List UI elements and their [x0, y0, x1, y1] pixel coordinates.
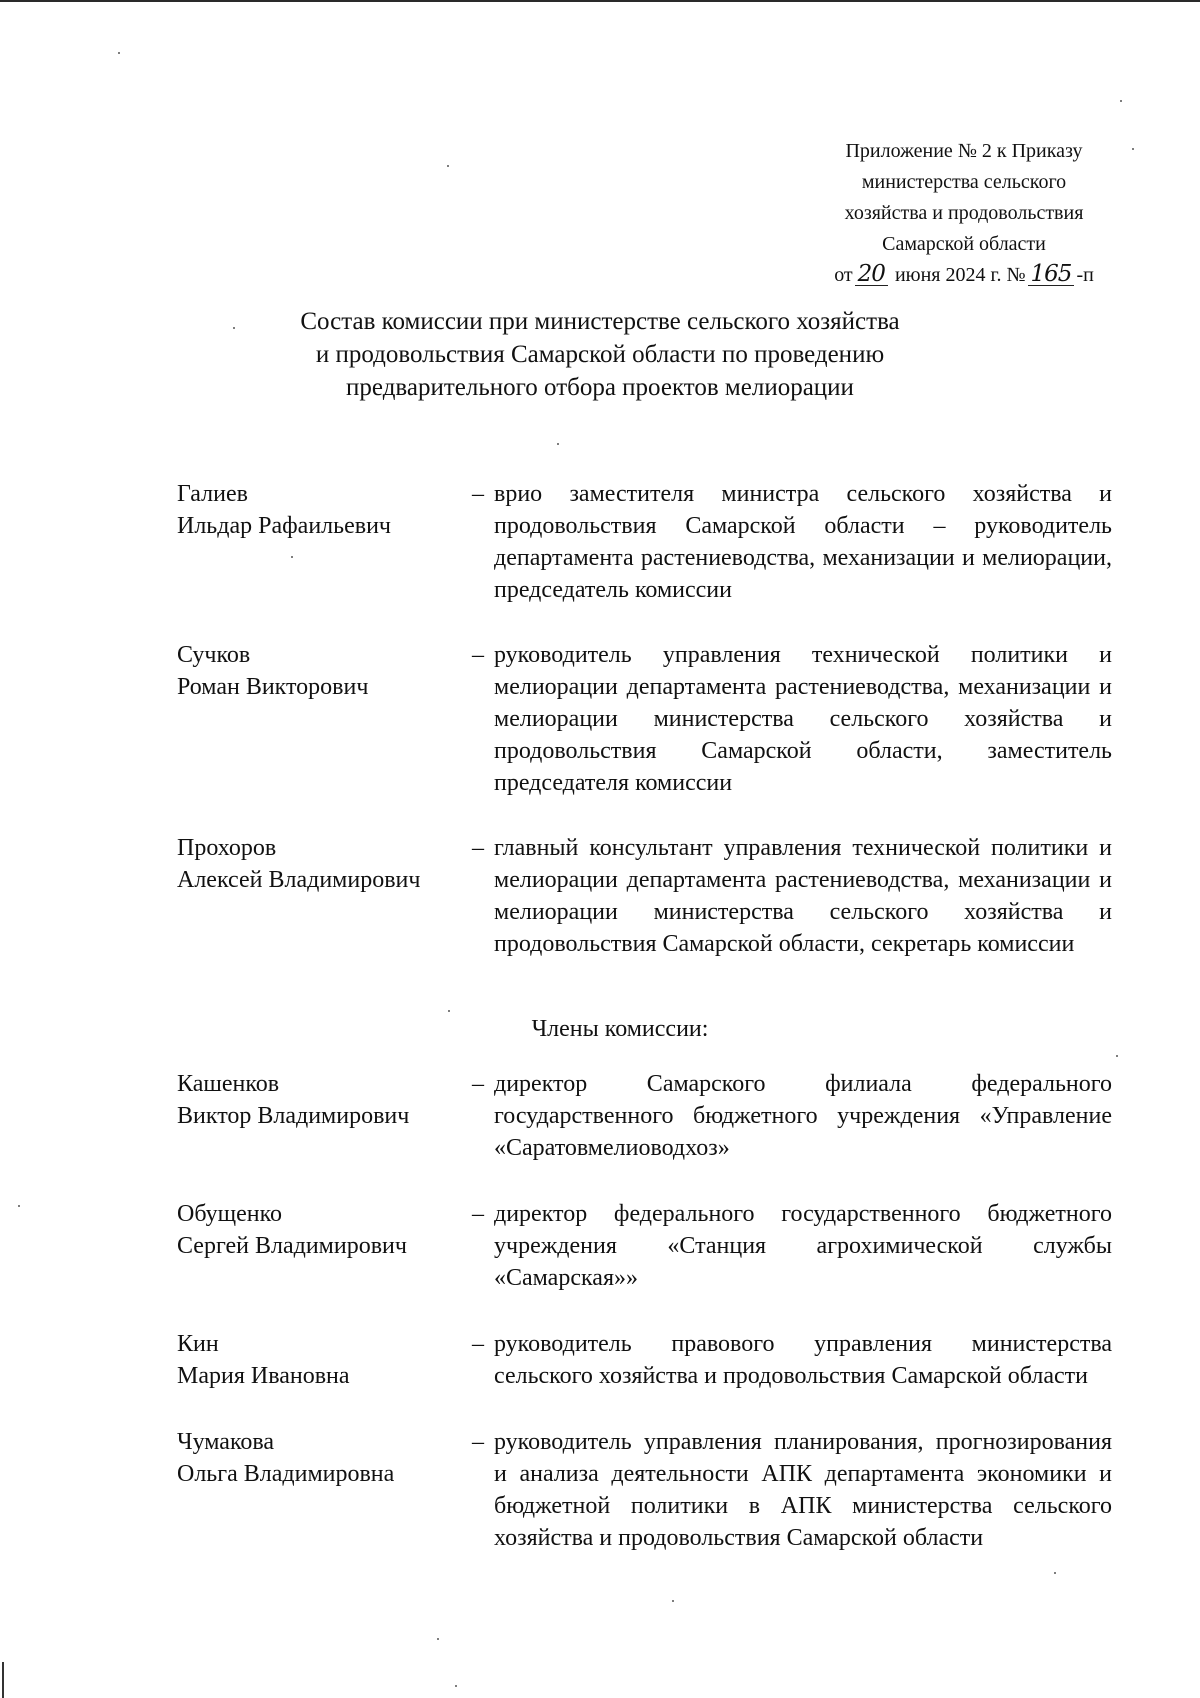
- entry-dash: –: [472, 1429, 484, 1455]
- scan-speck: [1132, 148, 1134, 150]
- document-title: [0, 305, 1200, 404]
- member-surname: Кашенков: [177, 1071, 280, 1097]
- member-role: руководитель правового управления министерства сельского хозяйства и продовольствия Самарской области: [494, 1331, 1112, 1389]
- member-name: [177, 478, 462, 542]
- scan-speck: [448, 1010, 450, 1012]
- member-given-names: Виктор Владимирович: [177, 1103, 410, 1129]
- date-rest: июня 2024 г. №: [894, 264, 1026, 286]
- scan-speck: [118, 52, 120, 54]
- entry-dash: –: [472, 1071, 484, 1097]
- members-list: [177, 1068, 1112, 1554]
- scan-speck: [18, 1205, 20, 1207]
- member-role: руководитель управления планирования, прогнозирования и анализа деятельности АПК департамента экономики и бюджетной политики в АПК министерства сельского хозяйства и продовольствия Самарской области: [494, 1429, 1112, 1551]
- order-suffix: -п: [1076, 264, 1094, 286]
- member-entry: [177, 1068, 1112, 1164]
- member-role: руководитель управления технической политики и мелиорации департамента растениеводства, механизации и мелиорации министерства сельского хозяйства и продовольствия Самарской области, заместитель председателя комиссии: [494, 642, 1112, 796]
- member-name: [177, 1426, 462, 1490]
- scan-speck: [557, 443, 559, 445]
- scan-speck: [437, 1638, 439, 1640]
- entry-dash: –: [472, 481, 484, 507]
- handwritten-day: 20: [855, 263, 888, 286]
- scan-speck: [455, 1685, 457, 1687]
- member-given-names: Ольга Владимировна: [177, 1461, 395, 1487]
- appendix-line-3: хозяйства и продовольствия: [844, 202, 1084, 224]
- member-surname: Чумакова: [177, 1429, 275, 1455]
- member-name: [177, 1198, 462, 1262]
- scan-speck: [672, 1600, 674, 1602]
- member-surname: Галиев: [177, 481, 248, 507]
- member-given-names: Мария Ивановна: [177, 1363, 350, 1389]
- appendix-header: [814, 136, 1114, 291]
- scan-speck: [447, 165, 449, 167]
- appendix-line-1: Приложение № 2 к Приказу: [845, 140, 1083, 162]
- entry-dash: –: [472, 642, 484, 668]
- scan-speck: [1116, 1055, 1118, 1057]
- member-entry: [177, 832, 1112, 960]
- member-name: [177, 1068, 462, 1132]
- leadership-list: [177, 478, 1112, 960]
- entry-dash: –: [472, 835, 484, 861]
- member-role: директор федерального государственного бюджетного учреждения «Станция агрохимической службы «Самарская»»: [494, 1201, 1112, 1291]
- title-line-1: Состав комиссии при министерстве сельского хозяйства: [300, 308, 900, 335]
- scan-speck: [1120, 100, 1122, 102]
- title-line-2: и продовольствия Самарской области по проведению: [315, 341, 885, 368]
- title-line-3: предварительного отбора проектов мелиорации: [346, 374, 854, 401]
- member-given-names: Алексей Владимирович: [177, 867, 421, 893]
- member-given-names: Сергей Владимирович: [177, 1233, 407, 1259]
- member-surname: Сучков: [177, 642, 251, 668]
- member-entry: [177, 1198, 1112, 1294]
- member-role: директор Самарского филиала федерального государственного бюджетного учреждения «Управление «Саратовмелиоводхоз»: [494, 1071, 1112, 1161]
- member-surname: Кин: [177, 1331, 219, 1357]
- scan-edge-mark: [2, 1662, 4, 1698]
- entry-dash: –: [472, 1201, 484, 1227]
- date-prefix: от: [834, 264, 853, 286]
- members-heading: Члены комиссии:: [531, 1016, 709, 1042]
- appendix-line-4: Самарской области: [882, 233, 1046, 255]
- order-date-line: [814, 260, 1114, 291]
- handwritten-order-number: 165: [1028, 263, 1075, 286]
- entry-dash: –: [472, 1331, 484, 1357]
- member-surname: Прохоров: [177, 835, 277, 861]
- member-name: [177, 832, 462, 896]
- member-given-names: Ильдар Рафаильевич: [177, 513, 391, 539]
- page-top-border: [0, 0, 1200, 2]
- member-entry: [177, 1426, 1112, 1554]
- member-name: [177, 639, 462, 703]
- member-entry: [177, 1328, 1112, 1392]
- member-entry: [177, 639, 1112, 799]
- member-given-names: Роман Викторович: [177, 674, 369, 700]
- member-name: [177, 1328, 462, 1392]
- appendix-line-2: министерства сельского: [861, 171, 1067, 193]
- member-role: врио заместителя министра сельского хозяйства и продовольствия Самарской области – руководитель департамента растениеводства, механизации и мелиорации, председатель комиссии: [494, 481, 1112, 603]
- scan-speck: [1054, 1572, 1056, 1574]
- member-surname: Обущенко: [177, 1201, 283, 1227]
- member-role: главный консультант управления технической политики и мелиорации департамента растениеводства, механизации и мелиорации министерства сельского хозяйства и продовольствия Самарской области, секретарь комиссии: [494, 835, 1112, 957]
- member-entry: [177, 478, 1112, 606]
